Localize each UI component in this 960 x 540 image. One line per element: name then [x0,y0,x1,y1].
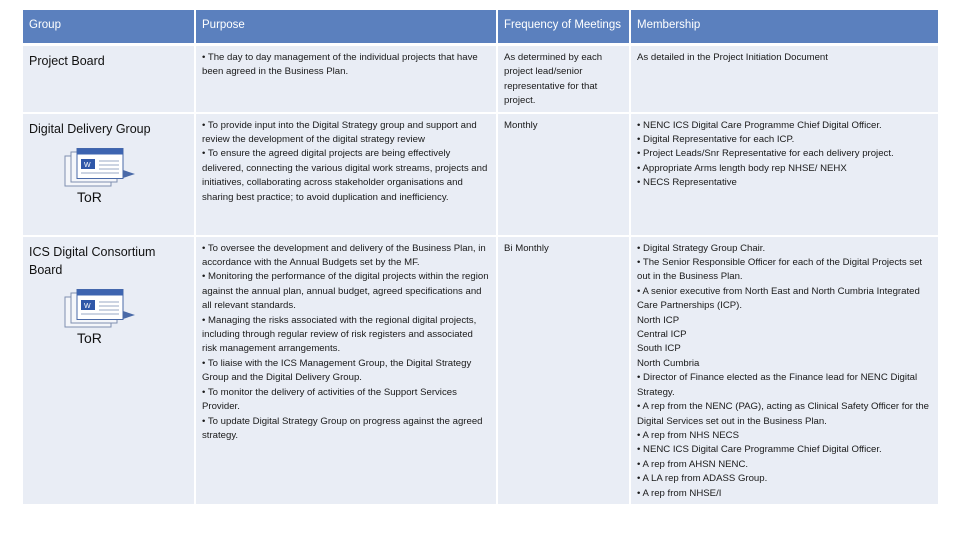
purpose-cell [196,237,498,506]
membership-cell [631,114,938,237]
header-row [23,10,938,46]
frequency-cell: As determined by each project lead/senior representative for that project. [498,46,631,114]
membership-item: • Digital Strategy Group Chair. [637,242,766,254]
header-purpose: Purpose [196,10,498,46]
purpose-item: • To ensure the agreed digital projects are being effectively delivered, connecting the various digital work streams, projects and initiatives, collaborating across stakeholder organisations and sharing best practice; to avoid duplication and inefficiency. [202,148,488,203]
membership-item: • NENC ICS Digital Care Programme Chief Digital Officer. [637,119,882,131]
membership-item: • A senior executive from North East and North Cumbria Integrated Care Partnerships (ICP). [637,285,920,312]
purpose-item: • Monitoring the performance of the digital projects within the region against the annual plan, annual budget, agreed specifications and all relevant standards. [202,271,489,312]
table-row [23,237,938,506]
purpose-item: • To oversee the development and delivery of the Business Plan, in accordance with the Annual Budgets set by the MF. [202,242,486,269]
membership-item: North ICP [637,314,680,326]
purpose-item: • The day to day management of the individual projects that have been agreed in the Business Plan. [202,52,478,78]
purpose-cell [196,46,498,114]
svg-text:W: W [84,302,91,310]
purpose-item: • Managing the risks associated with the regional digital projects, including through regular review of risk registers and associated risk management arrangements. [202,314,477,355]
governance-table [23,10,938,506]
membership-item: • Appropriate Arms length body rep NHSE/ NEHX [637,162,847,174]
membership-item: South ICP [637,343,681,355]
frequency-cell: Monthly [498,114,631,237]
group-cell [23,237,196,506]
membership-item: • Director of Finance elected as the Finance lead for NENC Digital Strategy. [637,372,918,398]
membership-item: Central ICP [637,329,687,341]
svg-text:W: W [84,161,91,169]
purpose-item: • To liaise with the ICS Management Group, the Digital Strategy Group and the Digital Delivery Group. [202,357,472,384]
membership-item: North Cumbria [637,357,700,369]
membership-item: • Digital Representative for each ICP. [637,134,795,146]
membership-item: • NECS Representative [637,177,737,189]
document-stack-icon[interactable] [63,148,143,208]
header-group: Group [23,10,196,46]
document-stack-icon[interactable] [63,289,143,349]
tor-label: ToR [77,188,102,205]
membership-item: As detailed in the Project Initiation Document [637,52,828,63]
group-name: Digital Delivery Group [29,121,151,136]
table-row [23,46,938,114]
group-cell [23,46,196,114]
membership-item: • A LA rep from ADASS Group. [637,473,768,485]
purpose-item: • To provide input into the Digital Strategy group and support and review the development of the digital strategy review [202,119,477,146]
purpose-item: • To update Digital Strategy Group on progress against the agreed strategy. [202,415,483,441]
membership-item: • A rep from the NENC (PAG), acting as Clinical Safety Officer for the Digital Services set out in the Business Plan. [637,401,929,427]
membership-cell [631,46,938,114]
group-name: ICS Digital Consortium Board [29,244,156,277]
membership-item: • The Senior Responsible Officer for each of the Digital Projects set out in the Business Plan. [637,257,923,283]
membership-item: • A rep from NHS NECS [637,429,739,441]
tor-label: ToR [77,329,102,346]
membership-item: • Project Leads/Snr Representative for each delivery project. [637,148,894,160]
purpose-item: • To monitor the delivery of activities of the Support Services Provider. [202,386,457,413]
frequency-cell: Bi Monthly [498,237,631,506]
membership-item: • A rep from AHSN NENC. [637,458,749,470]
membership-item: • NENC ICS Digital Care Programme Chief Digital Officer. [637,444,882,456]
group-name: Project Board [29,54,105,68]
membership-item: • A rep from NHSE/I [637,487,722,499]
header-membership: Membership [631,10,938,46]
group-cell [23,114,196,237]
header-frequency: Frequency of Meetings [498,10,631,46]
membership-cell [631,237,938,506]
purpose-cell [196,114,498,237]
table-row [23,114,938,237]
